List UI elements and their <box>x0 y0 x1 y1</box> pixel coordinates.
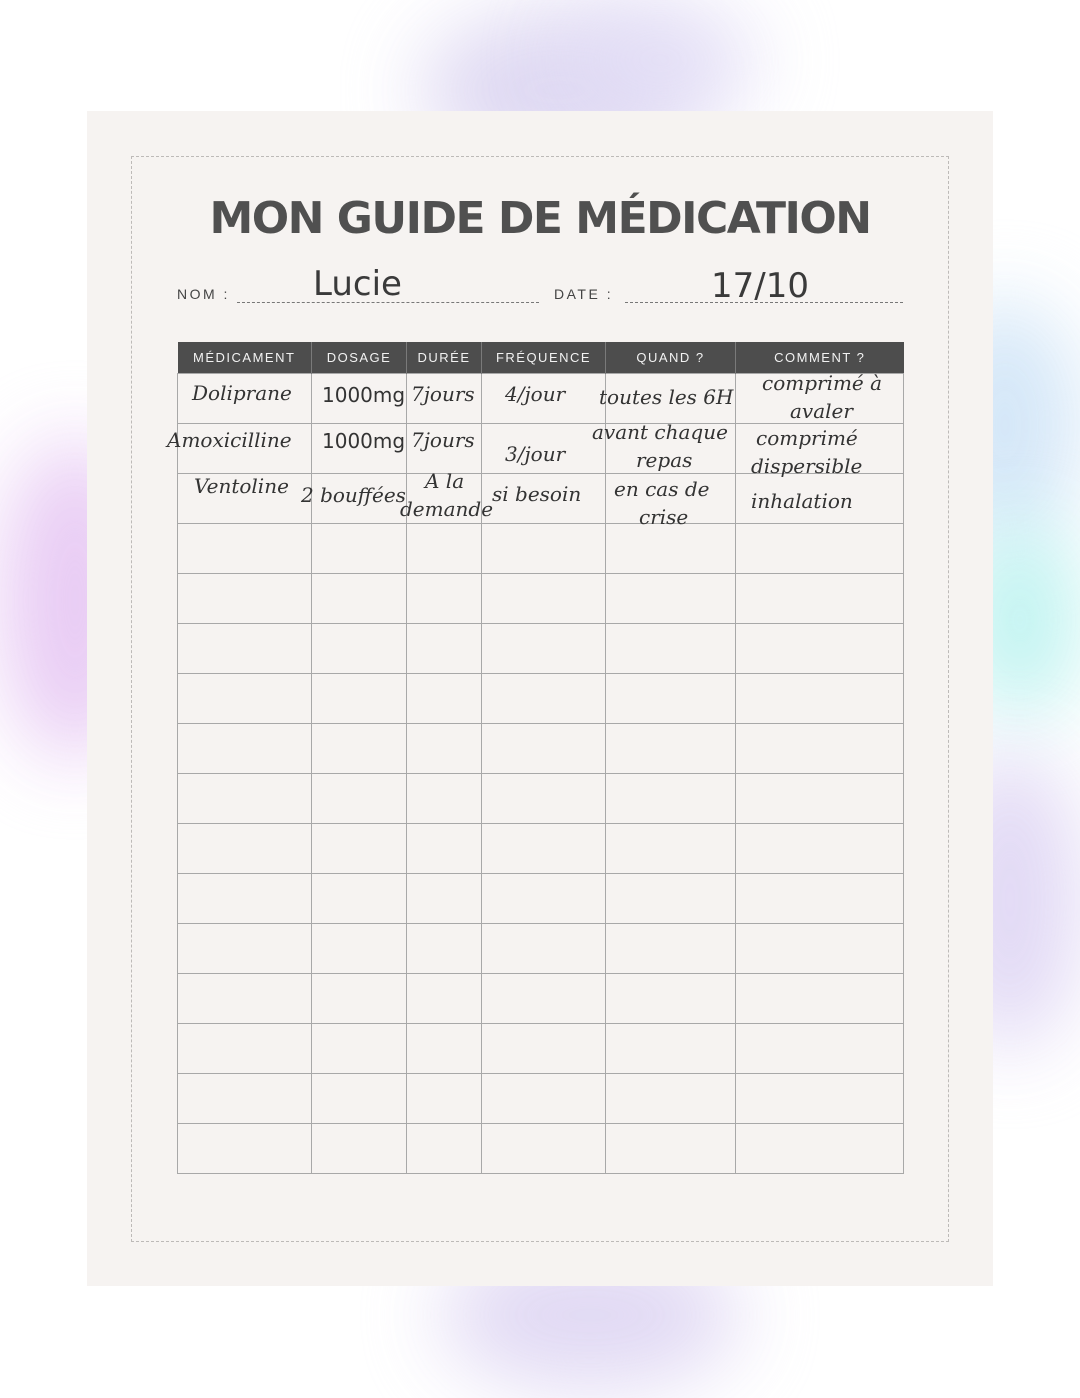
table-cell[interactable] <box>407 924 482 974</box>
table-cell[interactable] <box>736 724 904 774</box>
header-comment: COMMENT ? <box>736 342 904 374</box>
row1-duree: 7jours <box>411 382 475 406</box>
row3-quand-1: en cas de <box>614 477 710 501</box>
table-cell[interactable] <box>407 624 482 674</box>
table-cell[interactable] <box>606 1124 736 1174</box>
table-row <box>178 1024 904 1074</box>
row2-duree: 7jours <box>411 428 475 452</box>
table-cell[interactable] <box>606 774 736 824</box>
table-cell[interactable] <box>312 674 407 724</box>
table-cell[interactable] <box>606 1024 736 1074</box>
table-cell[interactable] <box>736 974 904 1024</box>
header-duree: DURÉE <box>407 342 482 374</box>
table-row <box>178 874 904 924</box>
table-cell[interactable] <box>736 1124 904 1174</box>
table-row <box>178 524 904 574</box>
table-cell[interactable] <box>407 674 482 724</box>
date-value[interactable]: 17/10 <box>711 266 809 306</box>
table-row <box>178 1124 904 1174</box>
table-row <box>178 574 904 624</box>
table-cell[interactable] <box>312 624 407 674</box>
table-header-row <box>178 342 904 374</box>
table-cell[interactable] <box>312 724 407 774</box>
table-cell[interactable] <box>736 574 904 624</box>
table-cell[interactable] <box>606 674 736 724</box>
table-row <box>178 974 904 1024</box>
row1-medicament: Doliprane <box>192 381 292 405</box>
table-cell[interactable] <box>407 874 482 924</box>
table-cell[interactable] <box>606 974 736 1024</box>
table-cell[interactable] <box>482 674 606 724</box>
table-row <box>178 1074 904 1124</box>
row2-comment-1: comprimé <box>756 426 858 450</box>
table-row <box>178 724 904 774</box>
row1-quand: toutes les 6H <box>599 385 734 409</box>
table-cell[interactable] <box>407 774 482 824</box>
table-cell[interactable] <box>736 524 904 574</box>
table-cell[interactable] <box>312 524 407 574</box>
table-cell[interactable] <box>736 874 904 924</box>
table-cell[interactable] <box>736 1024 904 1074</box>
table-cell[interactable] <box>736 924 904 974</box>
table-cell[interactable] <box>606 1074 736 1124</box>
table-cell[interactable] <box>407 574 482 624</box>
table-cell[interactable] <box>482 774 606 824</box>
table-cell[interactable] <box>407 724 482 774</box>
table-cell[interactable] <box>178 724 312 774</box>
table-cell[interactable] <box>407 1024 482 1074</box>
table-cell[interactable] <box>482 524 606 574</box>
table-cell[interactable] <box>606 724 736 774</box>
row1-frequence: 4/jour <box>505 382 566 406</box>
table-cell[interactable] <box>178 1074 312 1124</box>
header-frequence: FRÉQUENCE <box>482 342 606 374</box>
table-cell[interactable] <box>178 624 312 674</box>
table-row <box>178 674 904 724</box>
header-dosage: DOSAGE <box>312 342 407 374</box>
row1-comment-2: avaler <box>790 399 853 423</box>
table-cell[interactable] <box>606 824 736 874</box>
row3-duree-2: demande <box>400 497 494 521</box>
table-cell[interactable] <box>312 574 407 624</box>
table-cell[interactable] <box>178 574 312 624</box>
table-cell[interactable] <box>736 774 904 824</box>
row3-quand-2: crise <box>639 505 689 529</box>
table-cell[interactable] <box>312 924 407 974</box>
row2-quand-2: repas <box>636 448 693 472</box>
table-cell[interactable] <box>178 524 312 574</box>
table-row <box>178 624 904 674</box>
table-cell[interactable] <box>407 824 482 874</box>
table-cell[interactable] <box>407 1074 482 1124</box>
table-cell[interactable] <box>482 1074 606 1124</box>
table-cell[interactable] <box>178 924 312 974</box>
nom-value[interactable]: Lucie <box>313 264 402 304</box>
table-cell[interactable] <box>407 1124 482 1174</box>
row1-dosage: 1000mg <box>322 383 406 407</box>
table-cell[interactable] <box>178 824 312 874</box>
table-cell[interactable] <box>482 1024 606 1074</box>
row2-quand-1: avant chaque <box>592 420 728 444</box>
table-cell[interactable] <box>606 924 736 974</box>
row3-comment: inhalation <box>751 489 853 513</box>
date-label: DATE : <box>554 286 614 302</box>
row1-comment-1: comprimé à <box>762 371 883 395</box>
table-cell[interactable] <box>482 624 606 674</box>
table-cell[interactable] <box>736 674 904 724</box>
table-cell[interactable] <box>178 1024 312 1074</box>
table-cell[interactable] <box>407 524 482 574</box>
page-title: MON GUIDE DE MÉDICATION <box>209 193 871 244</box>
table-cell[interactable] <box>606 574 736 624</box>
medication-sheet <box>87 111 993 1286</box>
table-cell[interactable] <box>482 974 606 1024</box>
table-cell[interactable] <box>312 1024 407 1074</box>
table-cell[interactable] <box>407 974 482 1024</box>
nom-label: NOM : <box>177 286 230 302</box>
table-cell[interactable] <box>178 1124 312 1174</box>
table-cell[interactable] <box>482 574 606 624</box>
row2-comment-2: dispersible <box>751 454 863 478</box>
table-cell[interactable] <box>178 774 312 824</box>
row3-frequence: si besoin <box>492 482 582 506</box>
row3-medicament: Ventoline <box>194 474 289 498</box>
table-row <box>178 774 904 824</box>
row2-frequence: 3/jour <box>505 442 566 466</box>
table-cell[interactable] <box>606 524 736 574</box>
table-cell[interactable] <box>606 624 736 674</box>
table-cell[interactable] <box>312 774 407 824</box>
row2-dosage: 1000mg <box>322 429 406 453</box>
table-row <box>178 824 904 874</box>
row3-dosage: 2 bouffées <box>301 483 406 507</box>
table-cell[interactable] <box>312 824 407 874</box>
table-cell[interactable] <box>312 974 407 1024</box>
table-cell[interactable] <box>178 674 312 724</box>
table-cell[interactable] <box>736 624 904 674</box>
table-cell[interactable] <box>312 1124 407 1174</box>
table-cell[interactable] <box>736 824 904 874</box>
row2-medicament: Amoxicilline <box>167 428 292 452</box>
table-cell[interactable] <box>736 1074 904 1124</box>
table-cell[interactable] <box>482 824 606 874</box>
table-cell[interactable] <box>312 1074 407 1124</box>
table-cell[interactable] <box>606 874 736 924</box>
table-cell[interactable] <box>178 874 312 924</box>
table-cell[interactable] <box>482 874 606 924</box>
row3-duree-1: A la <box>425 469 465 493</box>
table-cell[interactable] <box>482 1124 606 1174</box>
table-cell[interactable] <box>178 974 312 1024</box>
table-cell[interactable] <box>312 874 407 924</box>
table-row <box>178 924 904 974</box>
table-cell[interactable] <box>482 924 606 974</box>
table-cell[interactable] <box>482 724 606 774</box>
header-medicament: MÉDICAMENT <box>178 342 312 374</box>
header-quand: QUAND ? <box>606 342 736 374</box>
